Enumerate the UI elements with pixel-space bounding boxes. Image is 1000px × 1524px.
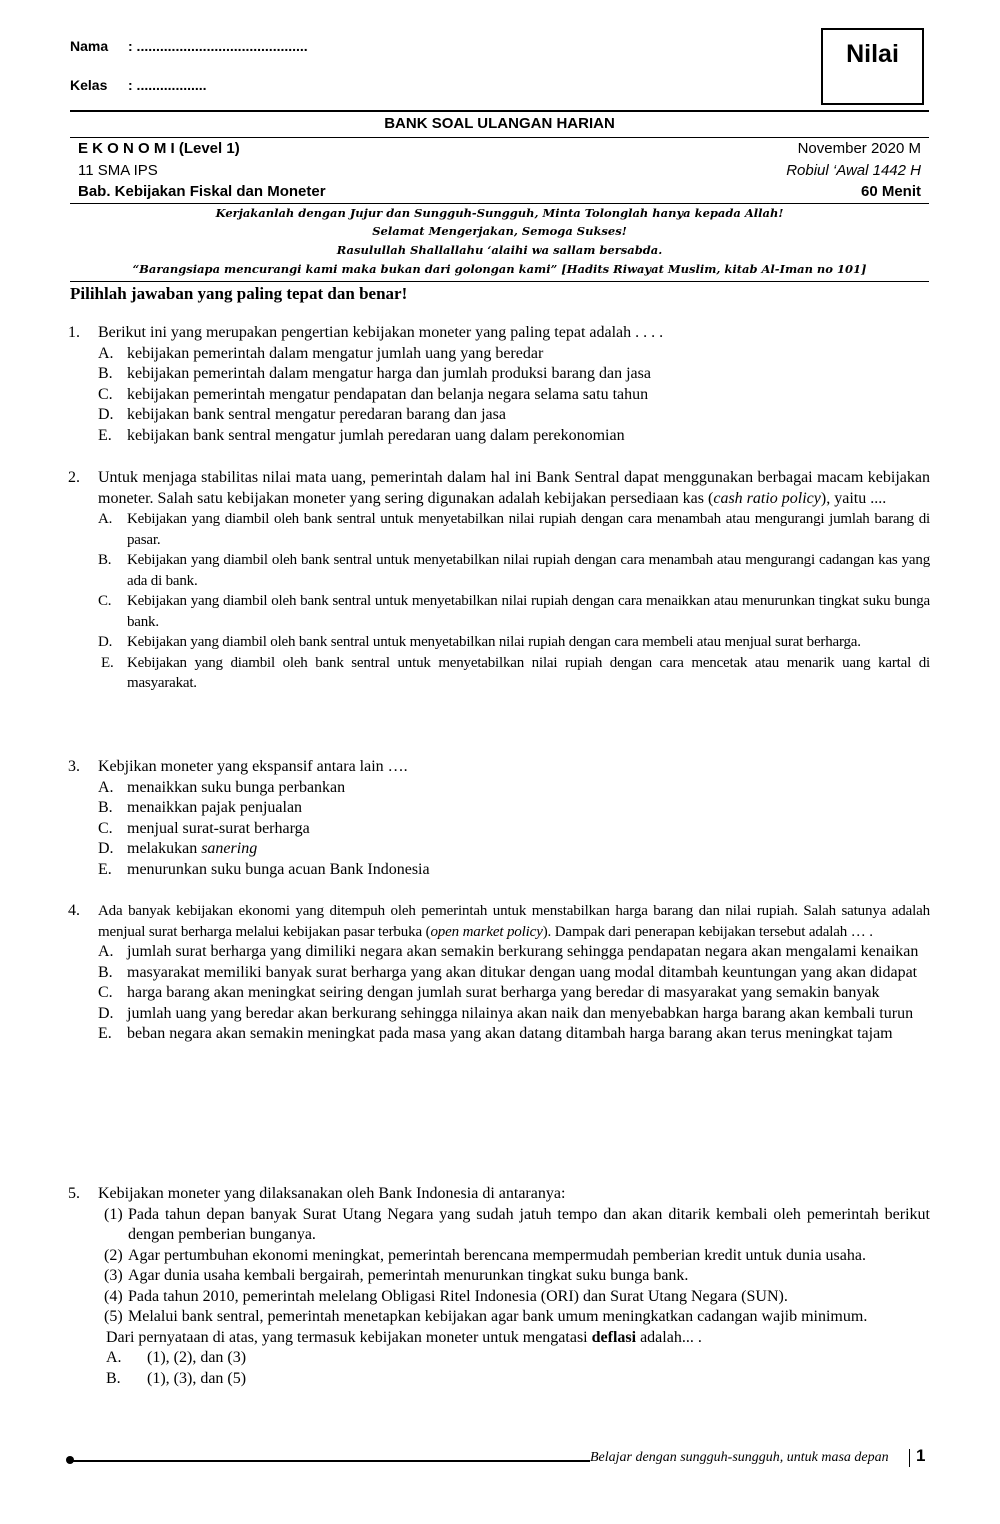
option-letter: C. bbox=[98, 385, 113, 403]
motto-line-3: Rasulullah Shallallahu ‘alaihi wa sallam bersabda. bbox=[336, 243, 663, 257]
question-number: 5. bbox=[68, 1185, 80, 1202]
header-rule-top bbox=[70, 110, 929, 112]
option-d[interactable] bbox=[98, 632, 930, 653]
option-e[interactable] bbox=[98, 426, 930, 447]
option-letter: E. bbox=[101, 654, 114, 671]
option-text: kebijakan pemerintah dalam mengatur jumlah uang yang beredar bbox=[127, 344, 544, 362]
option-letter: D. bbox=[98, 1004, 114, 1022]
option-letter: C. bbox=[98, 984, 113, 1001]
option-a[interactable] bbox=[106, 1348, 930, 1369]
question-4 bbox=[68, 901, 930, 1045]
header-rule-title bbox=[70, 137, 929, 138]
option-text: Kebijakan yang diambil oleh bank sentral untuk menyetabilkan nilai rupiah dengan cara membeli atau menjual surat berharga. bbox=[127, 634, 861, 650]
stem-italic-term: cash ratio policy bbox=[713, 489, 821, 507]
statement-3 bbox=[104, 1266, 930, 1287]
question-number: 1. bbox=[68, 324, 80, 341]
option-text: (1), (3), dan (5) bbox=[147, 1369, 247, 1387]
option-text: melakukan bbox=[127, 840, 202, 857]
question-stem bbox=[98, 901, 930, 942]
question-stem: Kebjikan moneter yang ekspansif antara lain …. bbox=[98, 758, 408, 775]
option-letter: C. bbox=[98, 593, 112, 609]
duration: 60 Menit bbox=[860, 183, 921, 200]
question-number: 3. bbox=[68, 758, 80, 775]
option-text: kebijakan pemerintah dalam mengatur harga dan jumlah produksi barang dan jasa bbox=[127, 365, 651, 382]
statement-5 bbox=[104, 1307, 930, 1328]
stem-text-end: ). Dampak dari penerapan kebijakan tersebut adalah … . bbox=[542, 923, 873, 940]
option-letter: A. bbox=[98, 344, 114, 362]
motto-line-4: “Barangsiapa mencurangi kami maka bukan dari golongan kami” [Hadits Riwayat Muslim, kitab Al-Iman no 101] bbox=[132, 262, 867, 276]
option-text: menurunkan suku bunga acuan Bank Indonesia bbox=[127, 860, 430, 878]
option-letter: B. bbox=[98, 552, 112, 568]
header-rule-info bbox=[70, 203, 929, 204]
question-prompt bbox=[106, 1328, 930, 1349]
option-a[interactable] bbox=[98, 778, 930, 799]
date-masehi: November 2020 M bbox=[797, 140, 921, 157]
option-c[interactable] bbox=[98, 591, 930, 632]
question-5 bbox=[68, 1184, 930, 1389]
option-text: harga barang akan meningkat seiring dengan jumlah surat berharga yang beredar di masyarakat yang semakin banyak bbox=[127, 984, 880, 1001]
statement-label: (1) bbox=[104, 1205, 123, 1223]
statement-label: (3) bbox=[104, 1267, 123, 1284]
nilai-label: Nilai bbox=[846, 40, 899, 68]
nama-label: Nama bbox=[70, 38, 109, 54]
question-2 bbox=[68, 468, 930, 694]
option-text: beban negara akan semakin meningkat pada masa yang akan datang ditambah harga barang akan terus meningkat tajam bbox=[127, 1025, 893, 1042]
footer-line bbox=[70, 1460, 590, 1462]
chapter: Bab. Kebijakan Fiskal dan Moneter bbox=[78, 183, 326, 200]
question-1 bbox=[68, 323, 930, 446]
option-letter: B. bbox=[98, 365, 113, 382]
option-letter: A. bbox=[106, 1349, 122, 1366]
option-letter: A. bbox=[98, 778, 114, 796]
option-c[interactable] bbox=[98, 385, 930, 406]
option-text: jumlah uang yang beredar akan berkurang sehingga nilainya akan naik dan menyebabkan harga barang akan kembali turun bbox=[127, 1004, 914, 1022]
option-c[interactable] bbox=[98, 819, 930, 840]
statement-label: (2) bbox=[104, 1246, 123, 1264]
prompt-text: Dari pernyataan di atas, yang termasuk kebijakan moneter untuk mengatasi bbox=[106, 1328, 592, 1346]
page-title: BANK SOAL ULANGAN HARIAN bbox=[384, 115, 615, 132]
page-number: 1 bbox=[916, 1446, 926, 1465]
statement-2 bbox=[104, 1246, 930, 1267]
statement-text: Pada tahun depan banyak Surat Utang Negara yang sudah jatuh tempo dan akan ditarik kembali oleh pemerintah berikut dengan pemberian bunganya. bbox=[128, 1205, 930, 1243]
option-text: kebijakan bank sentral mengatur jumlah peredaran uang dalam perekonomian bbox=[127, 426, 625, 444]
option-e[interactable] bbox=[98, 653, 930, 694]
option-text: masyarakat memiliki banyak surat berharga yang akan ditukar dengan uang modal ditambah keuntungan yang akan didapat bbox=[127, 963, 918, 981]
option-text: Kebijakan yang diambil oleh bank sentral untuk menyetabilkan nilai rupiah dengan cara menaikkan atau menurunkan tingkat suku bunga bank. bbox=[127, 593, 930, 630]
option-letter: D. bbox=[98, 406, 114, 423]
option-italic-term: sanering bbox=[201, 840, 258, 857]
option-letter: B. bbox=[106, 1369, 121, 1387]
statement-label: (4) bbox=[104, 1287, 123, 1305]
option-text: (1), (2), dan (3) bbox=[147, 1349, 247, 1366]
stem-text-end: ), yaitu .... bbox=[820, 489, 887, 507]
header-row-chapter bbox=[78, 183, 921, 200]
option-a[interactable] bbox=[98, 942, 930, 963]
option-text: Kebijakan yang diambil oleh bank sentral untuk menyetabilkan nilai rupiah dengan cara mencetak atau menarik uang kartal di masyarakat. bbox=[127, 654, 930, 691]
grade: 11 SMA IPS bbox=[78, 162, 158, 179]
statement-text: Agar pertumbuhan ekonomi meningkat, pemerintah berencana mempermudah pemberian kredit untuk dunia usaha. bbox=[128, 1246, 866, 1264]
option-b[interactable] bbox=[98, 798, 930, 819]
option-letter: D. bbox=[98, 634, 113, 650]
option-text: Kebijakan yang diambil oleh bank sentral untuk menyetabilkan nilai rupiah dengan cara menambah atau mengurangi cadangan kas yang ada di bank. bbox=[127, 552, 930, 589]
option-letter: A. bbox=[98, 943, 114, 960]
nilai-box[interactable] bbox=[821, 28, 924, 105]
option-d[interactable] bbox=[98, 1004, 930, 1025]
option-letter: E. bbox=[98, 860, 112, 878]
option-text: menjual surat-surat berharga bbox=[127, 819, 310, 837]
statement-label: (5) bbox=[104, 1308, 123, 1325]
option-letter: E. bbox=[98, 426, 112, 444]
option-text: Kebijakan yang diambil oleh bank sentral untuk menyetabilkan nilai rupiah dengan cara menambah atau mengurangi jumlah barang di pasar. bbox=[127, 511, 930, 548]
prompt-bold-term: deflasi bbox=[591, 1328, 637, 1346]
question-number: 4. bbox=[68, 902, 80, 919]
stem-text: Ada banyak kebijakan ekonomi yang ditempuh oleh pemerintah untuk menstabilkan harga barang dan nilai rupiah. Salah satunya adalah menjual surat berharga melalui kebijakan pasar terbuka ( bbox=[98, 903, 930, 940]
option-letter: D. bbox=[98, 840, 114, 857]
option-a[interactable] bbox=[98, 344, 930, 365]
option-e[interactable] bbox=[98, 860, 930, 881]
date-hijri: Robiul ‘Awal 1442 H bbox=[786, 162, 921, 179]
option-text: jumlah surat berharga yang dimiliki negara akan semakin berkurang sehingga pendapatan negara akan mengalami kenaikan bbox=[127, 943, 919, 960]
option-text: menaikkan suku bunga perbankan bbox=[127, 778, 346, 796]
option-letter: B. bbox=[98, 963, 113, 981]
option-a[interactable] bbox=[98, 509, 930, 550]
question-stem bbox=[98, 468, 930, 509]
option-text: menaikkan pajak penjualan bbox=[127, 799, 303, 816]
motto-line-2: Selamat Mengerjakan, Semoga Sukses! bbox=[372, 224, 627, 238]
question-number: 2. bbox=[68, 469, 80, 486]
header-row-subject bbox=[78, 140, 921, 157]
option-c[interactable] bbox=[98, 983, 930, 1004]
statement-1 bbox=[104, 1205, 930, 1246]
question-stem: Kebijakan moneter yang dilaksanakan oleh Bank Indonesia di antaranya: bbox=[98, 1185, 566, 1202]
nama-field[interactable]: : ............................................ bbox=[128, 38, 308, 54]
option-letter: C. bbox=[98, 819, 113, 837]
option-b[interactable] bbox=[98, 963, 930, 984]
option-b[interactable] bbox=[106, 1369, 930, 1390]
instruction: Pilihlah jawaban yang paling tepat dan benar! bbox=[70, 284, 408, 303]
footer-separator bbox=[909, 1449, 910, 1467]
option-letter: A. bbox=[98, 511, 113, 527]
option-b[interactable] bbox=[98, 550, 930, 591]
prompt-text-end: adalah... . bbox=[636, 1328, 702, 1346]
footer-tagline: Belajar dengan sungguh-sungguh, untuk masa depan bbox=[590, 1450, 889, 1465]
option-d[interactable] bbox=[98, 839, 930, 860]
question-stem: Berikut ini yang merupakan pengertian kebijakan moneter yang paling tepat adalah . . . . bbox=[98, 324, 664, 341]
statement-text: Agar dunia usaha kembali bergairah, pemerintah menurunkan tingkat suku bunga bank. bbox=[128, 1267, 689, 1284]
option-d[interactable] bbox=[98, 405, 930, 426]
header-row-grade bbox=[78, 162, 921, 179]
statement-text: Melalui bank sentral, pemerintah menetapkan kebijakan agar bank umum meningkatkan cadangan wajib minimum. bbox=[128, 1308, 868, 1325]
kelas-field[interactable]: : .................. bbox=[128, 77, 207, 93]
kelas-label: Kelas bbox=[70, 77, 108, 93]
question-3 bbox=[68, 757, 930, 880]
option-letter: E. bbox=[98, 1025, 112, 1042]
option-b[interactable] bbox=[98, 364, 930, 385]
option-text: kebijakan pemerintah mengatur pendapatan dan belanja negara selama satu tahun bbox=[127, 385, 649, 403]
statement-4 bbox=[104, 1287, 930, 1308]
statement-text: Pada tahun 2010, pemerintah melelang Obligasi Ritel Indonesia (ORI) dan Surat Utang Negara (SUN). bbox=[128, 1287, 788, 1305]
option-letter: B. bbox=[98, 799, 113, 816]
subject: E K O N O M I (Level 1) bbox=[78, 140, 240, 157]
motto-line-1: Kerjakanlah dengan Jujur dan Sungguh-Sungguh, Minta Tolonglah hanya kepada Allah! bbox=[215, 206, 784, 220]
option-text: kebijakan bank sentral mengatur peredaran barang dan jasa bbox=[127, 406, 506, 423]
stem-text: Untuk menjaga stabilitas nilai mata uang, pemerintah dalam hal ini Bank Sentral dapat menggunakan berbagai macam kebijakan moneter. Salah satu kebijakan moneter yang sering digunakan adalah kebijakan persediaan kas ( bbox=[98, 469, 930, 507]
stem-italic-term: open market policy bbox=[430, 923, 543, 940]
header-rule-bottom bbox=[70, 281, 929, 282]
option-e[interactable] bbox=[98, 1024, 930, 1045]
